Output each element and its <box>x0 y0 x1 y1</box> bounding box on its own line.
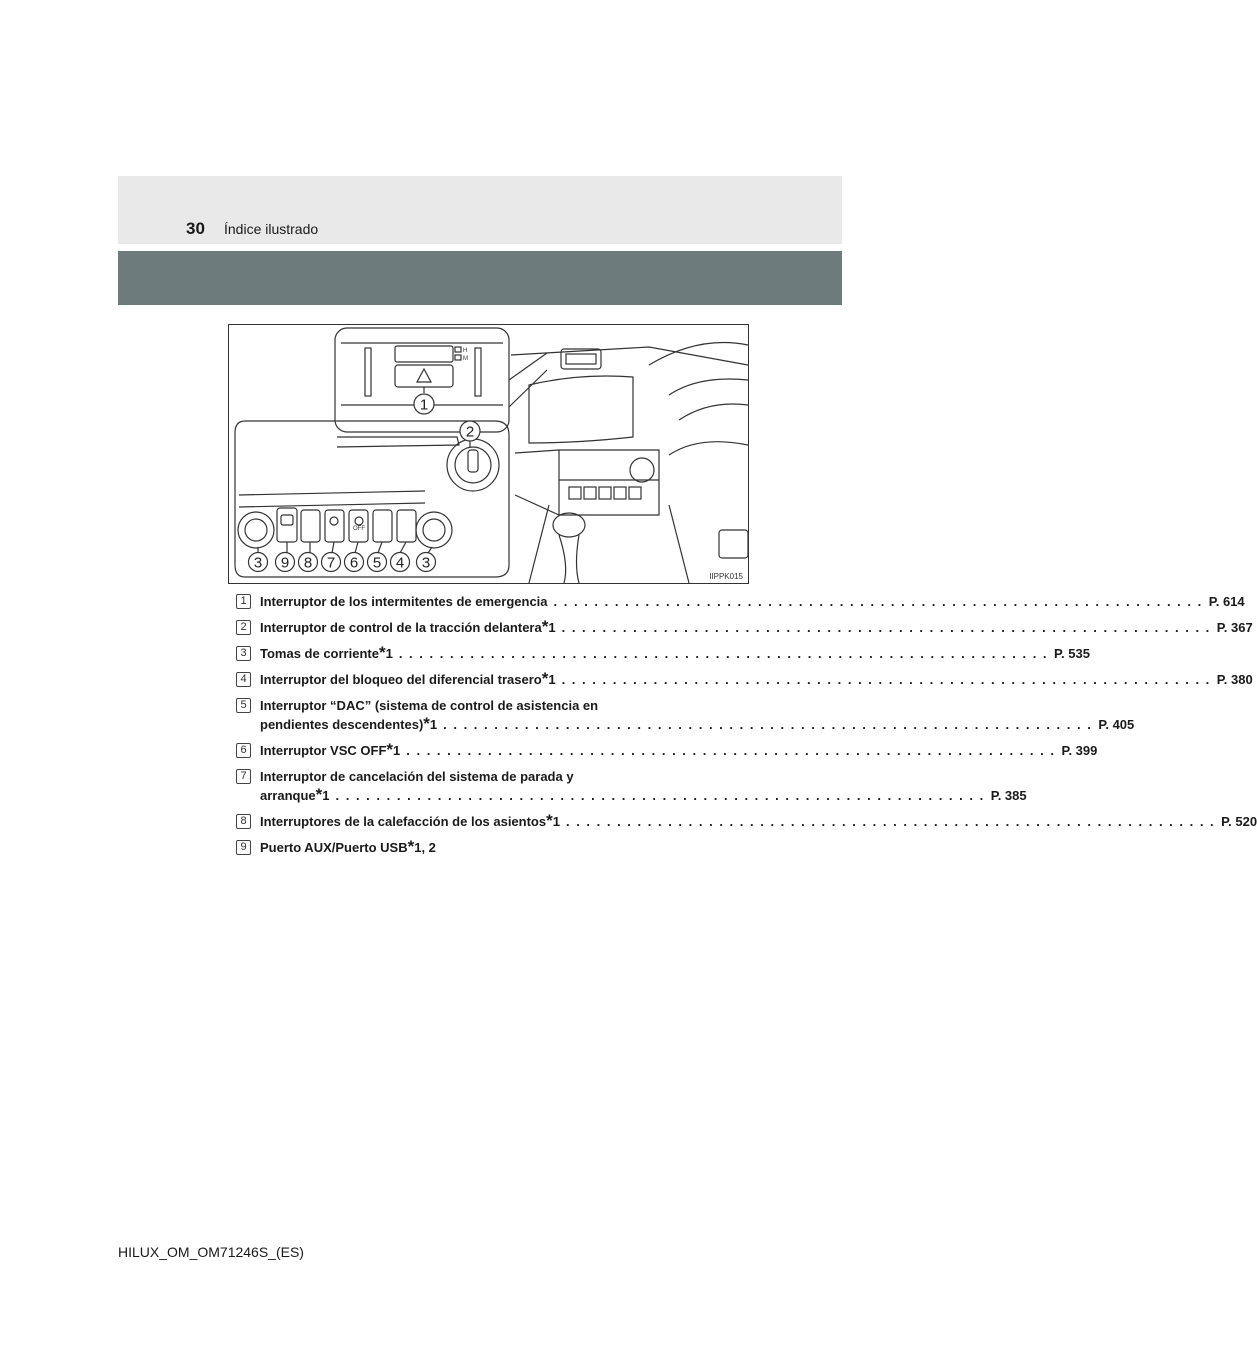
index-entry <box>236 617 1253 637</box>
footnote-marker <box>541 617 556 636</box>
index-entry <box>236 767 1027 805</box>
callout-row-item: 4 <box>395 554 405 572</box>
leader-dots: . . . . . . . . . . . . . . . . . . . . . . . . . . . . . . . . . . . . . . . . . . . . . . . . . . . . . . . . . . . . . . . . <box>335 788 985 803</box>
image-code: IIPPK015 <box>709 572 743 581</box>
index-entry <box>236 740 1098 760</box>
hazard-inset-frame <box>335 328 509 432</box>
index-entry <box>236 643 1090 663</box>
asterisk-mark: * <box>541 617 549 636</box>
footnote-number: 1 <box>548 620 556 635</box>
leader-dots: . . . . . . . . . . . . . . . . . . . . . . . . . . . . . . . . . . . . . . . . . . . . . . . . . . . . . . . . . . . . . . . . <box>406 743 1056 758</box>
leader-dots: . . . . . . . . . . . . . . . . . . . . . . . . . . . . . . . . . . . . . . . . . . . . . . . . . . . . . . . . . . . . . . . . <box>553 594 1203 609</box>
entry-label: Interruptor de cancelación del sistema de parada y <box>260 769 574 784</box>
callout-1: 1 <box>419 396 429 414</box>
entry-label: pendientes descendentes) <box>260 717 424 732</box>
entry-label: Interruptor del bloqueo del diferencial trasero <box>260 672 542 687</box>
entry-text <box>260 592 1245 611</box>
index-entry <box>236 811 1257 831</box>
entry-text <box>260 644 1090 663</box>
entry-label: Puerto AUX/Puerto USB <box>260 840 408 855</box>
entry-label: Interruptores de la calefacción de los asientos <box>260 814 547 829</box>
footnote-number: 1 <box>322 788 330 803</box>
footnote-marker <box>378 643 393 662</box>
footnote-marker <box>315 785 330 804</box>
dashboard-drawing <box>229 325 748 583</box>
asterisk-mark: * <box>546 811 553 830</box>
callout-row-item: 3 <box>421 554 431 572</box>
page-number: 30 <box>186 219 205 238</box>
entry-number-badge: 4 <box>236 672 251 687</box>
leader-dots: . . . . . . . . . . . . . . . . . . . . . . . . . . . . . . . . . . . . . . . . . . . . . . . . . . . . . . . . . . . . . . . . <box>565 814 1216 829</box>
entry-line <box>260 644 1090 663</box>
entry-number-badge: 5 <box>236 698 251 713</box>
page-reference-link[interactable]: P. 380 <box>1216 672 1253 687</box>
entry-line <box>260 715 1134 734</box>
callout-row-item: 6 <box>349 554 359 572</box>
callout-row-item: 7 <box>326 554 336 572</box>
entry-label: Interruptor de los intermitentes de emergencia <box>260 594 548 609</box>
4wd-knob <box>455 447 491 483</box>
mode-label: M <box>463 356 468 362</box>
leader-dots: . . . . . . . . . . . . . . . . . . . . . . . . . . . . . . . . . . . . . . . . . . . . . . . . . . . . . . . . . . . . . . . . <box>443 717 1093 732</box>
asterisk-mark: * <box>407 837 415 856</box>
leader-dots: . . . . . . . . . . . . . . . . . . . . . . . . . . . . . . . . . . . . . . . . . . . . . . . . . . . . . . . . . . . . . . . . <box>398 646 1049 661</box>
footnote-number: 1 <box>429 717 438 732</box>
entry-label: Interruptor de control de la tracción delantera <box>260 620 542 635</box>
stop-start-cancel-switch <box>325 510 344 542</box>
page-reference-link[interactable]: P. 405 <box>1098 717 1135 732</box>
footnote-marker <box>546 811 560 830</box>
entry-text <box>260 670 1253 689</box>
entry-text <box>260 696 1134 734</box>
vsc-off-label: OFF <box>353 526 365 532</box>
callout-row-item: 3 <box>253 554 263 572</box>
index-entries <box>236 592 1257 864</box>
seat-heater-switch <box>301 510 320 542</box>
page-reference-link[interactable]: P. 399 <box>1061 743 1098 758</box>
entry-number-badge: 6 <box>236 743 251 758</box>
hold-label: H <box>463 348 468 354</box>
asterisk-mark: * <box>423 714 430 733</box>
section-banner <box>118 251 842 305</box>
entry-text <box>260 618 1253 637</box>
page-reference-link[interactable]: P. 520 <box>1221 814 1257 829</box>
leader-dots: . . . . . . . . . . . . . . . . . . . . . . . . . . . . . . . . . . . . . . . . . . . . . . . . . . . . . . . . . . . . . . . . <box>561 672 1211 687</box>
rear-diff-lock-switch <box>397 510 416 542</box>
index-entry <box>236 696 1135 734</box>
asterisk-mark: * <box>541 669 549 688</box>
entry-number-badge: 8 <box>236 814 251 829</box>
footer-code: HILUX_OM_OM71246S_(ES) <box>118 1244 304 1260</box>
hazard-triangle-icon <box>417 369 431 382</box>
entry-line <box>260 812 1257 831</box>
dac-switch <box>373 510 392 542</box>
index-entry <box>236 669 1253 689</box>
entry-line <box>260 592 1245 611</box>
footnote-number: 1 <box>385 646 393 661</box>
footnote-marker <box>407 837 436 856</box>
page-reference-link[interactable]: P. 535 <box>1054 646 1090 661</box>
footnote-number: 1 <box>393 743 401 758</box>
page-reference-link[interactable]: P. 367 <box>1216 620 1253 635</box>
asterisk-mark: * <box>378 643 386 662</box>
entry-line <box>260 786 1027 805</box>
entry-text <box>260 741 1097 760</box>
entry-line <box>260 741 1097 760</box>
entry-label: Tomas de corriente <box>260 646 379 661</box>
entry-line <box>260 838 722 857</box>
entry-label: Interruptor VSC OFF <box>260 743 387 758</box>
entry-label: arranque <box>260 788 316 803</box>
center-screen <box>529 376 633 443</box>
center-console-panel <box>559 450 659 515</box>
callout-2: 2 <box>465 423 475 441</box>
entry-number-badge: 3 <box>236 646 251 661</box>
asterisk-mark: * <box>386 740 394 759</box>
entry-line <box>260 696 1134 715</box>
footnote-marker <box>423 714 438 733</box>
footnote-number: 1 <box>548 672 556 687</box>
entry-number-badge: 2 <box>236 620 251 635</box>
entry-number-badge: 7 <box>236 769 251 784</box>
entry-number-badge: 1 <box>236 594 251 609</box>
entry-label: Interruptor “DAC” (sistema de control de asistencia en <box>260 698 599 713</box>
footnote-marker <box>386 740 401 759</box>
index-entry <box>236 838 722 857</box>
entry-text <box>260 767 1027 805</box>
callout-row-item: 5 <box>372 554 382 572</box>
entry-line <box>260 767 1027 786</box>
clock-display <box>395 346 453 362</box>
leader-dots: . . . . . . . . . . . . . . . . . . . . . . . . . . . . . . . . . . . . . . . . . . . . . . . . . . . . . . . . . . . . . . . . <box>561 620 1211 635</box>
dashboard-illustration <box>228 324 749 584</box>
entry-number-badge: 9 <box>236 840 251 855</box>
page-reference-link[interactable]: P. 614 <box>1208 594 1245 609</box>
entry-text <box>260 838 722 857</box>
entry-text <box>260 812 1257 831</box>
page-reference-link[interactable]: P. 385 <box>990 788 1027 803</box>
footnote-number: 1 <box>552 814 560 829</box>
callout-row-item: 8 <box>303 554 313 572</box>
callout-row-item: 9 <box>280 554 290 572</box>
asterisk-mark: * <box>315 785 323 804</box>
section-title: Índice ilustrado <box>224 221 319 237</box>
power-outlet-right <box>416 512 452 548</box>
power-outlet-left <box>238 512 274 548</box>
index-entry <box>236 592 1245 611</box>
footnote-marker <box>541 669 556 688</box>
entry-line <box>260 618 1253 637</box>
entry-line <box>260 670 1253 689</box>
footnote-number: 1, 2 <box>414 840 436 855</box>
